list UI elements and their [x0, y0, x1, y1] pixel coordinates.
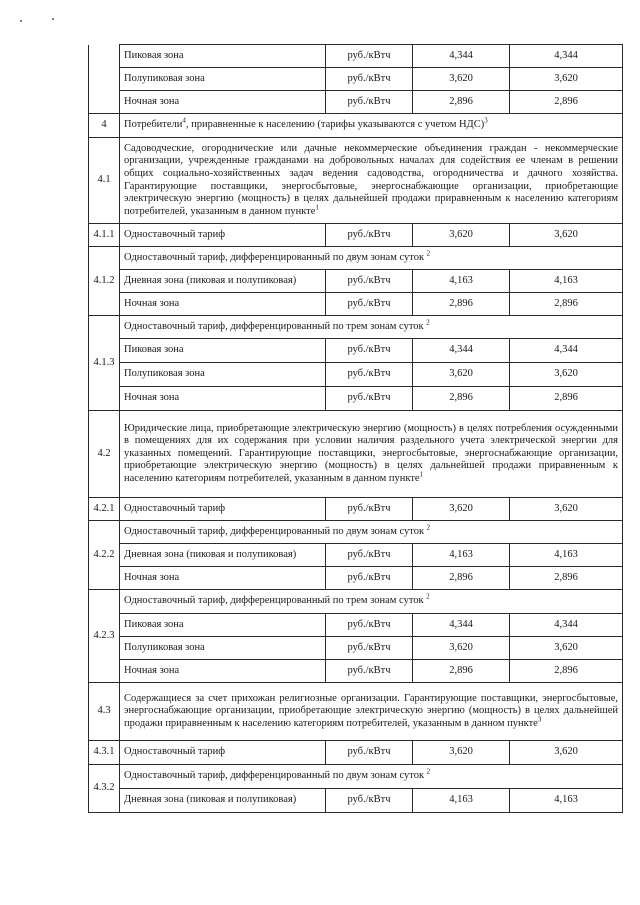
row-unit: руб./кВтч [326, 660, 413, 683]
row-label: Пиковая зона [120, 614, 326, 637]
row-value-1: 4,163 [413, 270, 510, 293]
row-number [89, 68, 120, 91]
row-value-2: 3,620 [510, 363, 623, 387]
row-label: Полупиковая зона [120, 68, 326, 91]
row-value-2: 3,620 [510, 637, 623, 660]
row-value-2: 2,896 [510, 567, 623, 590]
row-value-2: 4,344 [510, 614, 623, 637]
table-row [89, 45, 623, 68]
row-value-2: 4,344 [510, 45, 623, 68]
subsection-title: Одноставочный тариф, дифференцированный по двум зонам суток $^2$ [120, 521, 623, 544]
row-value-1: 4,344 [413, 614, 510, 637]
row-value-2: 3,620 [510, 68, 623, 91]
row-unit: руб./кВтч [326, 789, 413, 813]
row-number: 4.3.2 [89, 765, 120, 813]
row-value-2: 2,896 [510, 293, 623, 316]
scan-speck [20, 20, 22, 22]
subsection-title: Одноставочный тариф, дифференцированный по двум зонам суток $^2$ [120, 765, 623, 789]
row-value-1: 2,896 [413, 91, 510, 114]
row-number [89, 91, 120, 114]
row-unit: руб./кВтч [326, 339, 413, 363]
row-number: 4.1 [89, 138, 120, 224]
row-value-1: 2,896 [413, 293, 510, 316]
row-number: 4.2.1 [89, 498, 120, 521]
subsection-row [89, 247, 623, 270]
description-row [89, 683, 623, 741]
table-row [89, 339, 623, 363]
row-unit: руб./кВтч [326, 544, 413, 567]
table-row [89, 544, 623, 567]
table-row [89, 68, 623, 91]
row-number: 4.1.2 [89, 247, 120, 316]
row-number: 4.2.2 [89, 521, 120, 590]
description-row [89, 138, 623, 224]
footnote-mark: 3 [484, 116, 488, 125]
row-label: Ночная зона [120, 91, 326, 114]
row-value-1: 3,620 [413, 741, 510, 765]
row-value-1: 2,896 [413, 660, 510, 683]
row-description: Юридические лица, приобретающие электрическую энергию (мощность) в целях потребления осужденными в помещениях для их содержания при условии наличия раздельного учета электрической энергии для указанных помещений. Гарантирующие поставщики, энергосбытовые, энергоснабжающие организации, приобретающие электрическую энергию (мощность) в целях дальнейшей продажи приравненным к населению категориям потребителей, указанным в данном пункте$^1$ [120, 411, 623, 498]
row-value-2: 4,344 [510, 339, 623, 363]
subsection-title: Одноставочный тариф, дифференцированный по трем зонам суток $^2$ [120, 590, 623, 614]
row-label: Пиковая зона [120, 45, 326, 68]
row-description: Содержащиеся за счет прихожан религиозные организации. Гарантирующие поставщики, энергосбытовые, энергоснабжающие организации, приобретающие электрическую энергию (мощность) в целях дальнейшей продажи приравненным к населению категориям потребителей, указанным в данном пункте$^3$ [120, 683, 623, 741]
row-description: Садоводческие, огороднические или дачные некоммерческие объединения граждан - некоммерческие организации, учрежденные гражданами на добровольных началах для содействия ее членам в решении общих социально-хозяйственных задач ведения садоводства, огородничества и дачного хозяйства. Гарантирующие поставщики, энергосбытовые, энергоснабжающие организации, приобретающие электрическую энергию (мощность) в целях дальнейшей продажи приравненным к населению категориям потребителей, указанным в данном пункте$^1$ [120, 138, 623, 224]
row-value-1: 4,344 [413, 45, 510, 68]
footnote-mark: 4 [182, 116, 186, 125]
row-value-1: 4,163 [413, 544, 510, 567]
subsection-row [89, 521, 623, 544]
row-unit: руб./кВтч [326, 68, 413, 91]
table-row [89, 660, 623, 683]
row-value-1: 3,620 [413, 637, 510, 660]
row-label: Одноставочный тариф [120, 498, 326, 521]
row-number: 4.2 [89, 411, 120, 498]
row-value-2: 4,163 [510, 544, 623, 567]
row-label: Пиковая зона [120, 339, 326, 363]
row-label: Ночная зона [120, 567, 326, 590]
row-unit: руб./кВтч [326, 637, 413, 660]
tariff-table [88, 44, 623, 813]
table-row [89, 741, 623, 765]
row-value-2: 4,163 [510, 789, 623, 813]
row-number: 4.3.1 [89, 741, 120, 765]
row-value-1: 3,620 [413, 224, 510, 247]
row-number: 4.3 [89, 683, 120, 741]
row-value-1: 3,620 [413, 363, 510, 387]
row-number: 4.1.3 [89, 316, 120, 411]
table-row [89, 91, 623, 114]
row-label: Дневная зона (пиковая и полупиковая) [120, 544, 326, 567]
row-number: 4.2.3 [89, 590, 120, 683]
table-row [89, 614, 623, 637]
row-value-1: 4,344 [413, 339, 510, 363]
row-value-1: 2,896 [413, 387, 510, 411]
row-number: 4.1.1 [89, 224, 120, 247]
row-label: Дневная зона (пиковая и полупиковая) [120, 270, 326, 293]
row-label: Одноставочный тариф [120, 741, 326, 765]
row-number [89, 45, 120, 68]
row-value-2: 4,163 [510, 270, 623, 293]
row-value-2: 2,896 [510, 660, 623, 683]
row-value-2: 3,620 [510, 224, 623, 247]
row-value-1: 4,163 [413, 789, 510, 813]
row-value-2: 2,896 [510, 387, 623, 411]
table-row [89, 363, 623, 387]
row-label: Полупиковая зона [120, 363, 326, 387]
row-value-1: 3,620 [413, 498, 510, 521]
row-value-2: 2,896 [510, 91, 623, 114]
row-label: Одноставочный тариф [120, 224, 326, 247]
row-value-2: 3,620 [510, 498, 623, 521]
row-label: Полупиковая зона [120, 637, 326, 660]
table-row [89, 293, 623, 316]
row-number: 4 [89, 114, 120, 138]
row-label: Ночная зона [120, 660, 326, 683]
table-row [89, 567, 623, 590]
table-row [89, 224, 623, 247]
row-unit: руб./кВтч [326, 614, 413, 637]
scan-speck [52, 18, 54, 20]
row-unit: руб./кВтч [326, 567, 413, 590]
table-row [89, 387, 623, 411]
row-unit: руб./кВтч [326, 498, 413, 521]
subsection-row [89, 765, 623, 789]
row-unit: руб./кВтч [326, 270, 413, 293]
row-unit: руб./кВтч [326, 224, 413, 247]
row-unit: руб./кВтч [326, 45, 413, 68]
row-label: Дневная зона (пиковая и полупиковая) [120, 789, 326, 813]
row-label: Ночная зона [120, 293, 326, 316]
table-row [89, 789, 623, 813]
row-value-1: 2,896 [413, 567, 510, 590]
table-row [89, 270, 623, 293]
row-unit: руб./кВтч [326, 363, 413, 387]
table-row [89, 498, 623, 521]
section-header-row [89, 114, 623, 138]
row-value-2: 3,620 [510, 741, 623, 765]
subsection-row [89, 590, 623, 614]
subsection-row [89, 316, 623, 339]
subsection-title: Одноставочный тариф, дифференцированный по трем зонам суток $^2$ [120, 316, 623, 339]
subsection-title: Одноставочный тариф, дифференцированный по двум зонам суток $^2$ [120, 247, 623, 270]
row-unit: руб./кВтч [326, 91, 413, 114]
row-unit: руб./кВтч [326, 741, 413, 765]
table-row [89, 637, 623, 660]
row-label: Ночная зона [120, 387, 326, 411]
section-title: Потребители$^4$, приравненные к населению (тарифы указываются с учетом НДС)$^3$ [120, 114, 623, 138]
row-value-1: 3,620 [413, 68, 510, 91]
row-unit: руб./кВтч [326, 387, 413, 411]
description-row [89, 411, 623, 498]
row-unit: руб./кВтч [326, 293, 413, 316]
